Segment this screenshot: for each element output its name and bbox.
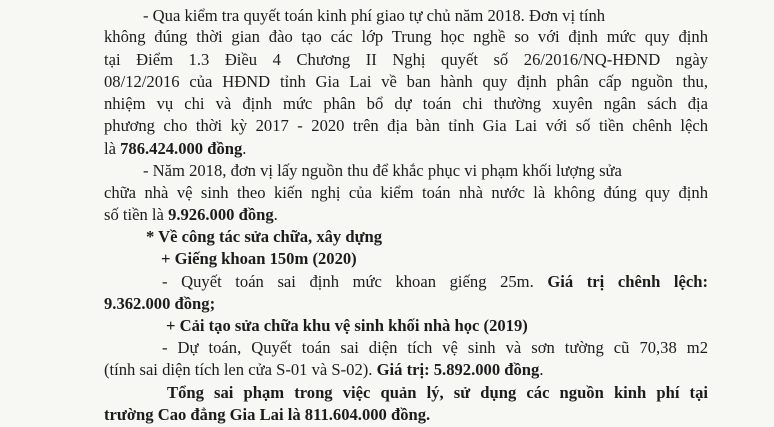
amount-suffix: . (242, 139, 247, 158)
paragraph-1-line-7 (104, 139, 246, 159)
paragraph-1-line-1: - Qua kiểm tra quyết toán kinh phí giao tự chủ năm 2018. Đơn vị tính (143, 6, 606, 25)
total-line-1: Tổng sai phạm trong việc quản lý, sử dụng các nguồn kinh phí tại (167, 383, 708, 402)
item-2-value: Giá trị: 5.892.000 đồng (376, 360, 540, 379)
item-1-title: + Giếng khoan 150m (2020) (161, 249, 357, 268)
paragraph-2-line-1: - Năm 2018, đơn vị lấy nguồn thu để khắc phục vi phạm khối lượng sửa (143, 161, 622, 180)
paragraph-1-line-5: nhiệm vụ chi và định mức phân bổ dự toán chi thường xuyên ngân sách địa (104, 94, 708, 113)
section-heading: * Về công tác sửa chữa, xây dựng (146, 227, 383, 246)
total-line-2: trường Cao đẳng Gia Lai là 811.604.000 đồng. (104, 405, 431, 424)
amount-prefix: số tiền là (104, 205, 169, 224)
item-1-amount: 9.362.000 đồng; (104, 294, 216, 313)
paragraph-1-line-3: tại Điểm 1.3 Điều 4 Chương II Nghị quyết số 26/2016/NQ-HĐND ngày (104, 50, 708, 69)
amount-9926000: 9.926.000 đồng (168, 205, 274, 224)
paragraph-2-line-3 (104, 205, 278, 225)
paragraph-1-line-2: không đúng thời gian đào tạo các lớp Trung học nghề so với định mức quy định (104, 27, 708, 46)
item-2-title: + Cải tạo sửa chữa khu vệ sinh khối nhà học (2019) (166, 316, 528, 335)
item-2-line-2 (104, 360, 543, 380)
item-2-text: (tính sai diện tích len cửa S-01 và S-02). (104, 360, 373, 379)
amount-786424000: 786.424.000 đồng (120, 139, 243, 158)
amount-suffix: . (273, 205, 278, 224)
paragraph-1-line-4: 08/12/2016 của HĐND tỉnh Gia Lai về ban hành quy định phân cấp nguồn thu, (104, 72, 708, 91)
item-1-description (162, 272, 708, 292)
item-1-value-label: Giá trị chênh lệch: (547, 272, 708, 291)
item-2-line-1: - Dự toán, Quyết toán sai diện tích vệ sinh và sơn tường cũ 70,38 m2 (162, 338, 708, 357)
paragraph-2-line-2: chữa nhà vệ sinh theo kiến nghị của kiểm toán nhà nước là không đúng quy định (104, 183, 708, 202)
paragraph-1-line-6: phương cho thời kỳ 2017 - 2020 trên địa bàn tỉnh Gia Lai với số tiền chênh lệch (104, 116, 708, 135)
amount-prefix: là (104, 139, 121, 158)
item-2-suffix: . (539, 360, 544, 379)
item-1-text: - Quyết toán sai định mức khoan giếng 25m. (162, 272, 534, 291)
